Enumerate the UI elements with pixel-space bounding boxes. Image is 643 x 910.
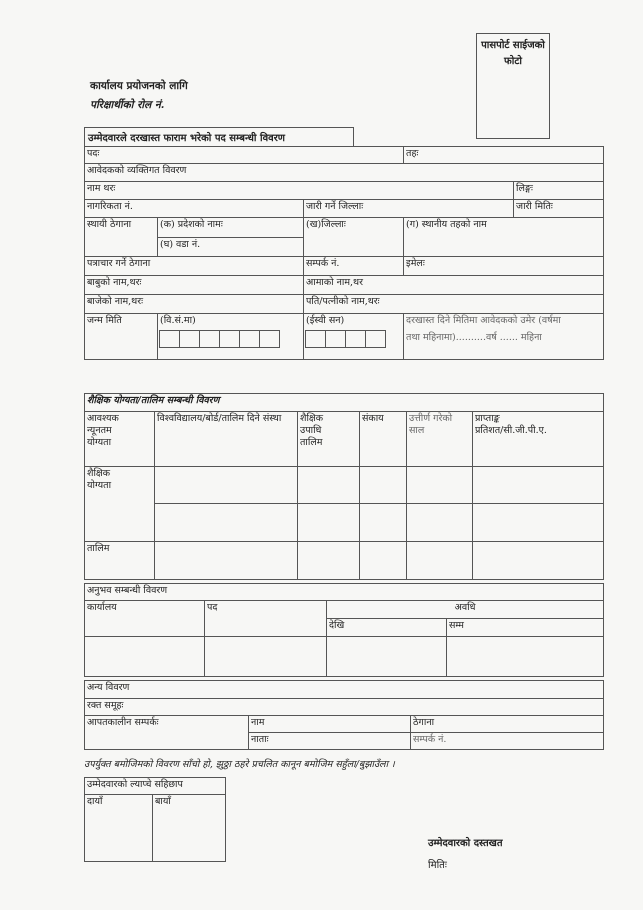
signature-date-label[interactable]: मितिः — [428, 860, 447, 871]
exp-col-office: कार्यालय — [85, 601, 205, 637]
edu-cell[interactable] — [473, 504, 604, 542]
edu-cell[interactable] — [298, 467, 360, 504]
edu-row-label: शैक्षिक योग्यता — [85, 467, 155, 542]
emergency-name-field[interactable]: नाम — [249, 716, 411, 733]
blood-group-field[interactable]: रक्त समूहः — [85, 699, 604, 716]
experience-table — [84, 583, 604, 677]
training-cell[interactable] — [155, 542, 298, 580]
grandfather-name-field[interactable]: बाजेको नाम,थरः — [85, 295, 304, 314]
roll-number-label: परिक्षार्थीको रोल नं. — [90, 99, 165, 111]
issue-date-field[interactable]: जारी मितिः — [514, 200, 604, 218]
dob-bs-field[interactable] — [158, 314, 304, 360]
dob-bs-label: (वि.सं.मा) — [160, 315, 196, 326]
name-field[interactable]: नाम थरः — [85, 182, 514, 200]
dob-ad-field[interactable] — [304, 314, 404, 360]
exp-cell[interactable] — [85, 637, 205, 677]
edu-cell[interactable] — [360, 467, 407, 504]
thumbprint-heading: उम्मेदवारको ल्याप्चे सहिछाप — [85, 778, 226, 795]
thumb-left-label: बायाँ — [153, 795, 226, 812]
emergency-address-field[interactable]: ठेगाना — [411, 716, 604, 733]
ward-field[interactable]: (घ) वडा नं. — [158, 238, 304, 257]
photo-label-line1: पासपोर्ट साईजको — [481, 40, 545, 51]
exp-cell[interactable] — [447, 637, 604, 677]
spouse-name-field[interactable]: पति/पत्नीको नाम,थरः — [304, 295, 604, 314]
exp-cell[interactable] — [327, 637, 447, 677]
exp-col-post: पद — [205, 601, 327, 637]
dob-ad-boxes[interactable] — [306, 330, 401, 348]
education-table — [84, 393, 604, 580]
edu-col-institution: विश्वविद्यालय/बोर्ड/तालिम दिने संस्था — [155, 412, 298, 467]
edu-cell[interactable] — [360, 504, 407, 542]
edu-col-percentage: प्राप्ताङ्क प्रतिशत/सी.जी.पी.ए. — [473, 412, 604, 467]
age-text-line2: तथा महिनामा)..........वर्ष ...... महिना — [406, 332, 542, 343]
thumb-right-label: दायाँ — [85, 795, 153, 812]
permanent-address-label: स्थायी ठेगाना — [85, 218, 158, 257]
other-heading: अन्य विवरण — [85, 681, 604, 699]
experience-heading: अनुभव सम्बन्धी विवरण — [85, 584, 604, 601]
edu-col-faculty: संकाय — [360, 412, 407, 467]
exp-cell[interactable] — [205, 637, 327, 677]
passport-photo-box — [476, 33, 550, 139]
other-details-table — [84, 680, 604, 750]
father-name-field[interactable]: बाबुको नाम,थरः — [85, 276, 304, 295]
exp-col-to: सम्म — [447, 619, 604, 637]
edu-cell[interactable] — [155, 467, 298, 504]
office-use-label: कार्यालय प्रयोजनको लागि — [90, 80, 188, 92]
age-field[interactable] — [404, 314, 604, 360]
gender-field[interactable]: लिङ्गः — [514, 182, 604, 200]
emergency-phone-field[interactable]: सम्पर्क नं. — [411, 733, 604, 750]
mother-name-field[interactable]: आमाको नाम,थर — [304, 276, 604, 295]
province-field[interactable]: (क) प्रदेशको नामः — [158, 218, 304, 238]
edu-col-year: उत्तीर्ण गरेको साल — [407, 412, 473, 467]
exp-col-duration: अवधि — [327, 601, 604, 619]
exp-col-from: देखि — [327, 619, 447, 637]
training-cell[interactable] — [298, 542, 360, 580]
thumb-right-box[interactable] — [85, 812, 153, 862]
dob-bs-boxes[interactable] — [160, 330, 301, 348]
dob-ad-label: (ईस्वी सन) — [306, 315, 345, 326]
citizenship-field[interactable]: नागरिकता नं. — [85, 200, 304, 218]
district-field[interactable]: (ख)जिल्लाः — [304, 218, 404, 257]
thumb-left-box[interactable] — [153, 812, 226, 862]
email-field[interactable]: इमेलः — [404, 257, 604, 276]
edu-cell[interactable] — [473, 467, 604, 504]
level-field[interactable]: तहः — [404, 147, 604, 164]
contact-field[interactable]: सम्पर्क नं. — [304, 257, 404, 276]
edu-cell[interactable] — [407, 504, 473, 542]
training-cell[interactable] — [473, 542, 604, 580]
edu-col-required: आवश्यक न्यूनतम योग्यता — [85, 412, 155, 467]
mailing-address-field[interactable]: पत्राचार गर्ने ठेगाना — [85, 257, 304, 276]
photo-label-line2: फोटो — [504, 56, 522, 67]
education-heading: शैक्षिक योग्यता/तालिम सम्बन्धी विवरण — [85, 394, 604, 412]
emergency-contact-label: आपतकालीन सम्पर्कः — [85, 716, 249, 750]
signature-label: उम्मेदवारको दस्तखत — [428, 838, 503, 849]
post-section-heading: उम्मेदवारले दरखास्त फाराम भरेको पद सम्बन्धी विवरण — [84, 127, 354, 147]
edu-cell[interactable] — [298, 504, 360, 542]
personal-heading: आवेदकको व्यक्तिगत विवरण — [85, 164, 604, 182]
age-text-line1: दरखास्त दिने मितिमा आवेदकको उमेर (वर्षमा — [406, 315, 561, 326]
thumbprint-table — [84, 777, 226, 862]
training-row-label: तालिम — [85, 542, 155, 580]
post-field[interactable]: पदः — [85, 147, 404, 164]
dob-label: जन्म मिति — [85, 314, 158, 360]
issue-district-field[interactable]: जारी गर्ने जिल्लाः — [304, 200, 514, 218]
personal-details-table — [84, 146, 604, 360]
edu-cell[interactable] — [407, 467, 473, 504]
training-cell[interactable] — [407, 542, 473, 580]
edu-col-degree: शैक्षिक उपाधि तालिम — [298, 412, 360, 467]
edu-cell[interactable] — [155, 504, 298, 542]
declaration-text: उपर्युक्त बमोजिमको विवरण साँचो हो, झुठ्ठा ठहरे प्रचलित कानून बमोजिम सहुँला/बुझाउँला । — [84, 759, 395, 770]
emergency-relation-field[interactable]: नाताः — [249, 733, 411, 750]
training-cell[interactable] — [360, 542, 407, 580]
local-level-field[interactable]: (ग) स्थानीय तहको नाम — [404, 218, 604, 257]
